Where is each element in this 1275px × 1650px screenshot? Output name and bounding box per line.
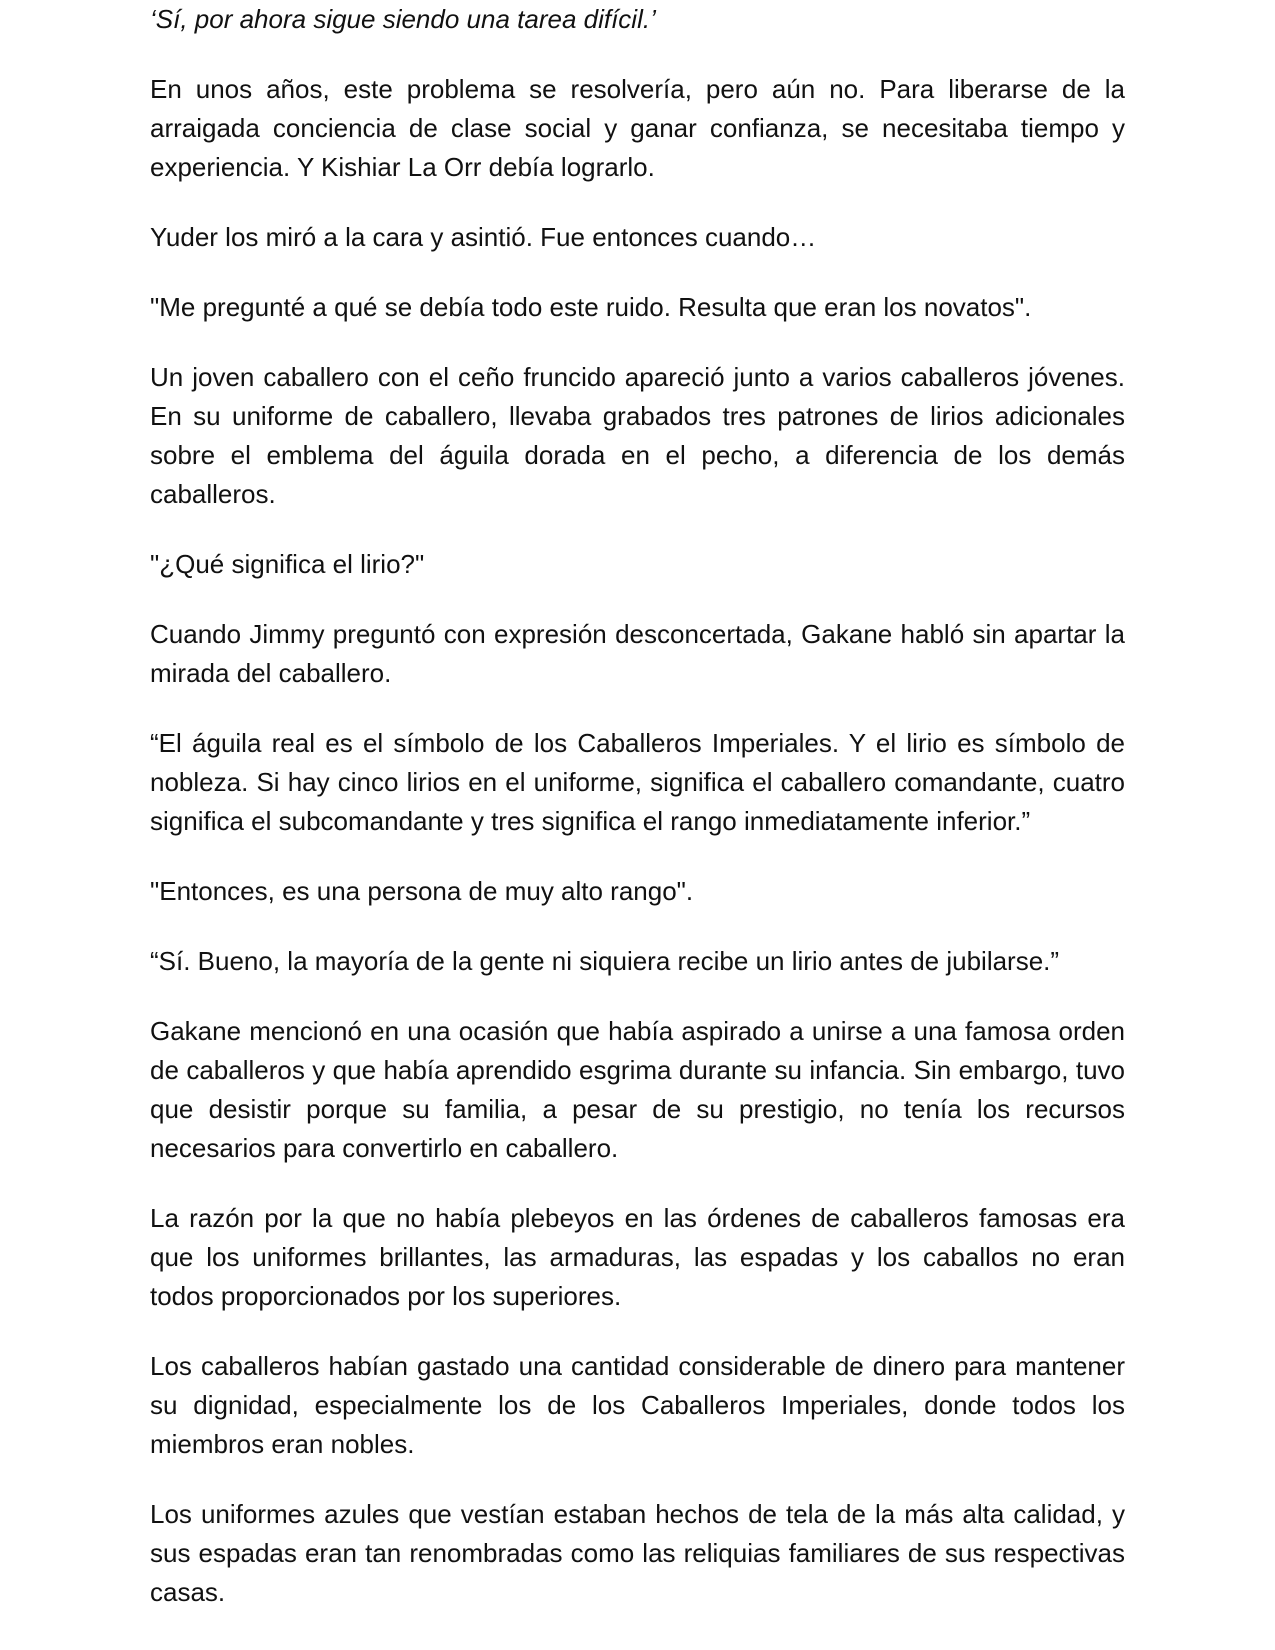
paragraph: “El águila real es el símbolo de los Caballeros Imperiales. Y el lirio es símbolo de nobleza. Si hay cinco lirios en el uniforme, significa el caballero comandante, cuatro significa el subcomandante y tres significa el rango inmediatamente inferior.” [150,728,1125,836]
paragraph: Yuder los miró a la cara y asintió. Fue entonces cuando… [150,222,817,252]
paragraph: Los uniformes azules que vestían estaban hechos de tela de la más alta calidad, y sus espadas eran tan renombradas como las reliquias familiares de sus respectivas casas. [150,1499,1125,1607]
paragraph: Gakane mencionó en una ocasión que había aspirado a unirse a una famosa orden de caballeros y que había aprendido esgrima durante su infancia. Sin embargo, tuvo que desistir porque su familia, a pesar de su prestigio, no tenía los recursos necesarios para convertirlo en caballero. [150,1016,1125,1163]
paragraph: "Entonces, es una persona de muy alto rango". [150,876,694,906]
paragraph: ‘Sí, por ahora sigue siendo una tarea difícil.’ [150,4,656,34]
paragraph: Los caballeros habían gastado una cantidad considerable de dinero para mantener su dignidad, especialmente los de los Caballeros Imperiales, donde todos los miembros eran nobles. [150,1351,1125,1459]
paragraph: En unos años, este problema se resolvería, pero aún no. Para liberarse de la arraigada conciencia de clase social y ganar confianza, se necesitaba tiempo y experiencia. Y Kishiar La Orr debía lograrlo. [150,74,1125,182]
paragraph: Cuando Jimmy preguntó con expresión desconcertada, Gakane habló sin apartar la mirada del caballero. [150,619,1125,688]
paragraph: "¿Qué significa el lirio?" [150,549,425,579]
paragraph: La razón por la que no había plebeyos en las órdenes de caballeros famosas era que los uniformes brillantes, las armaduras, las espadas y los caballos no eran todos proporcionados por los superiores. [150,1203,1125,1311]
document-page [150,0,1125,1612]
paragraph: Un joven caballero con el ceño fruncido apareció junto a varios caballeros jóvenes. En su uniforme de caballero, llevaba grabados tres patrones de lirios adicionales sobre el emblema del águila dorada en el pecho, a diferencia de los demás caballeros. [150,362,1125,509]
paragraph: “Sí. Bueno, la mayoría de la gente ni siquiera recibe un lirio antes de jubilarse.” [150,946,1060,976]
paragraph: "Me pregunté a qué se debía todo este ruido. Resulta que eran los novatos". [150,292,1032,322]
